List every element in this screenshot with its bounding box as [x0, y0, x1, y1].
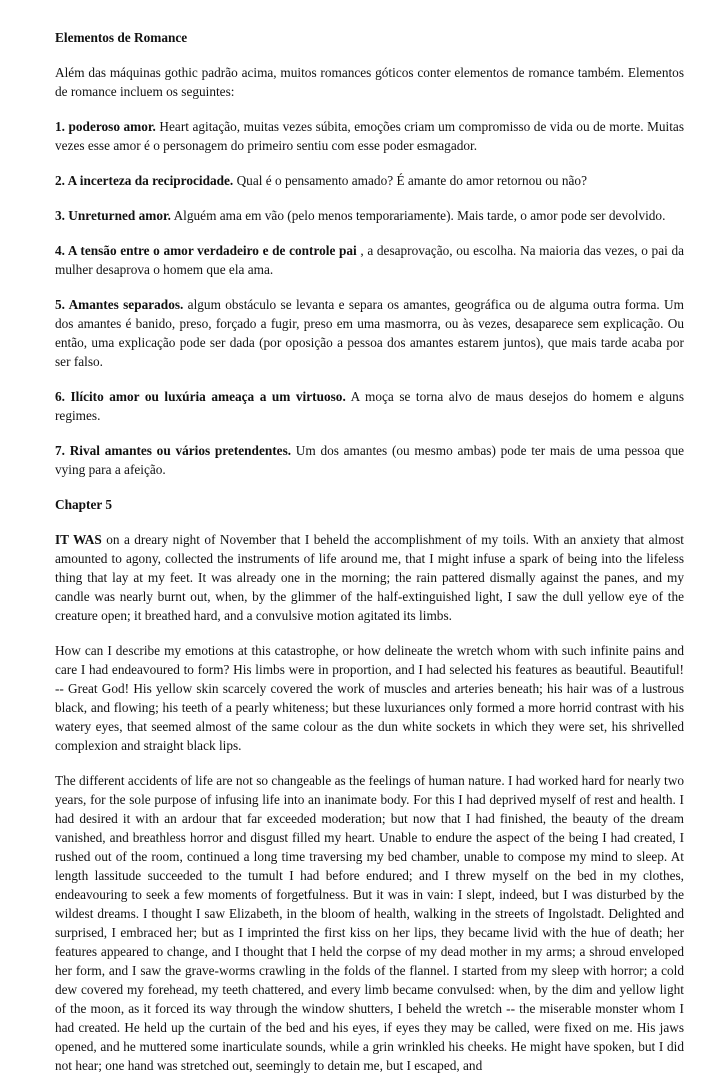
- chapter-paragraph: How can I describe my emotions at this catastrophe, or how delineate the wretch whom with such infinite pains and care I had endeavoured to form? His limbs were in proportion, and I had selected his features as beautiful. Beautiful! -- Great God! His yellow skin scarcely covered the work of muscles and arteries beneath; his hair was of a lustrous black, and flowing; his teeth of a pearly whiteness; but these luxuriances only formed a more horrid contrast with his watery eyes, that seemed almost of the same colour as the dun white sockets in which they were set, his shrivelled complexion and straight black lips.: [55, 643, 684, 753]
- item-lead: 1. poderoso amor.: [55, 119, 156, 134]
- item-text: algum obstáculo se levanta e separa os amantes, geográfica ou de alguma outra forma. Um dos amantes é banido, preso, forçado a fugir, preso em uma masmorra, ou às vezes, desaparece sem explicação. Ou então, uma explicação pode ser dada (por oposição a pessoa dos amantes estarem juntos), que mais tarde acaba por ser falso.: [55, 297, 684, 369]
- romance-item: [55, 295, 684, 371]
- romance-item: [55, 387, 684, 425]
- chapter-lead: IT WAS: [55, 532, 102, 547]
- item-lead: 3. Unreturned amor.: [55, 208, 171, 223]
- paragraph-text: on a dreary night of November that I beheld the accomplishment of my toils. With an anxiety that almost amounted to agony, collected the instruments of life around me, that I might infuse a spark of being into the lifeless thing that lay at my feet. It was already one in the morning; the rain pattered dismally against the panes, and my candle was nearly burnt out, when, by the glimmer of the half-extinguished light, I saw the dull yellow eye of the creature open; it breathed hard, and a convulsive motion agitated its limbs.: [55, 532, 684, 623]
- section-title: Elementos de Romance: [55, 30, 188, 45]
- item-text: , a desaprovação, ou escolha. Na maioria das vezes, o pai da mulher desaprova o homem que ela ama.: [55, 243, 684, 277]
- item-text: Qual é o pensamento amado? É amante do amor retornou ou não?: [233, 173, 587, 188]
- item-text: Heart agitação, muitas vezes súbita, emoções criam um compromisso de vida ou de morte. Muitas vezes esse amor é o personagem do primeiro sentiu com esse poder esmagador.: [55, 119, 685, 153]
- romance-item: [55, 171, 684, 190]
- intro-paragraph: Além das máquinas gothic padrão acima, muitos romances góticos conter elementos de romance também. Elementos de romance incluem os seguintes:: [55, 65, 684, 99]
- item-text: Alguém ama em vão (pelo menos temporariamente). Mais tarde, o amor pode ser devolvido.: [170, 208, 666, 223]
- item-lead: 5. Amantes separados.: [55, 297, 184, 312]
- item-lead: 4. A tensão entre o amor verdadeiro e de controle pai: [55, 243, 357, 258]
- item-text: Um dos amantes (ou mesmo ambas) pode ter mais de uma pessoa que vying para a afeição.: [55, 443, 685, 477]
- romance-item: [55, 117, 684, 155]
- item-lead: 6. Ilícito amor ou luxúria ameaça a um virtuoso.: [55, 389, 346, 404]
- romance-item: [55, 441, 684, 479]
- chapter-paragraph: [55, 530, 684, 625]
- chapter-title: Chapter 5: [55, 497, 113, 512]
- item-lead: 2. A incerteza da reciprocidade.: [55, 173, 234, 188]
- item-text: A moça se torna alvo de maus desejos do homem e alguns regimes.: [55, 389, 685, 423]
- romance-item: [55, 206, 684, 225]
- romance-item: [55, 241, 684, 279]
- chapter-paragraph: The different accidents of life are not so changeable as the feelings of human nature. I had worked hard for nearly two years, for the sole purpose of infusing life into an inanimate body. For this I had deprived myself of rest and health. I had desired it with an ardour that far exceeded moderation; but now that I had finished, the beauty of the dream vanished, and breathless horror and disgust filled my heart. Unable to endure the aspect of the being I had created, I rushed out of the room, continued a long time traversing my bed chamber, unable to compose my mind to sleep. At length lassitude succeeded to the tumult I had before endured; and I threw myself on the bed in my clothes, endeavouring to seek a few moments of forgetfulness. But it was in vain: I slept, indeed, but I was disturbed by the wildest dreams. I thought I saw Elizabeth, in the bloom of health, walking in the streets of Ingolstadt. Delighted and surprised, I embraced her; but as I imprinted the first kiss on her lips, they became livid with the hue of death; her features appeared to change, and I thought that I held the corpse of my dead mother in my arms; a shroud enveloped her form, and I saw the grave-worms crawling in the folds of the flannel. I started from my sleep with horror; a cold dew covered my forehead, my teeth chattered, and every limb became convulsed: when, by the dim and yellow light of the moon, as it forced its way through the window shutters, I beheld the wretch -- the miserable monster whom I had created. He held up the curtain of the bed and his eyes, if eyes they may be called, were fixed on me. His jaws opened, and he muttered some inarticulate sounds, while a grin wrinkled his cheeks. He might have spoken, but I did not hear; one hand was stretched out, seemingly to detain me, but I escaped, and: [55, 773, 684, 1073]
- item-lead: 7. Rival amantes ou vários pretendentes.: [55, 443, 292, 458]
